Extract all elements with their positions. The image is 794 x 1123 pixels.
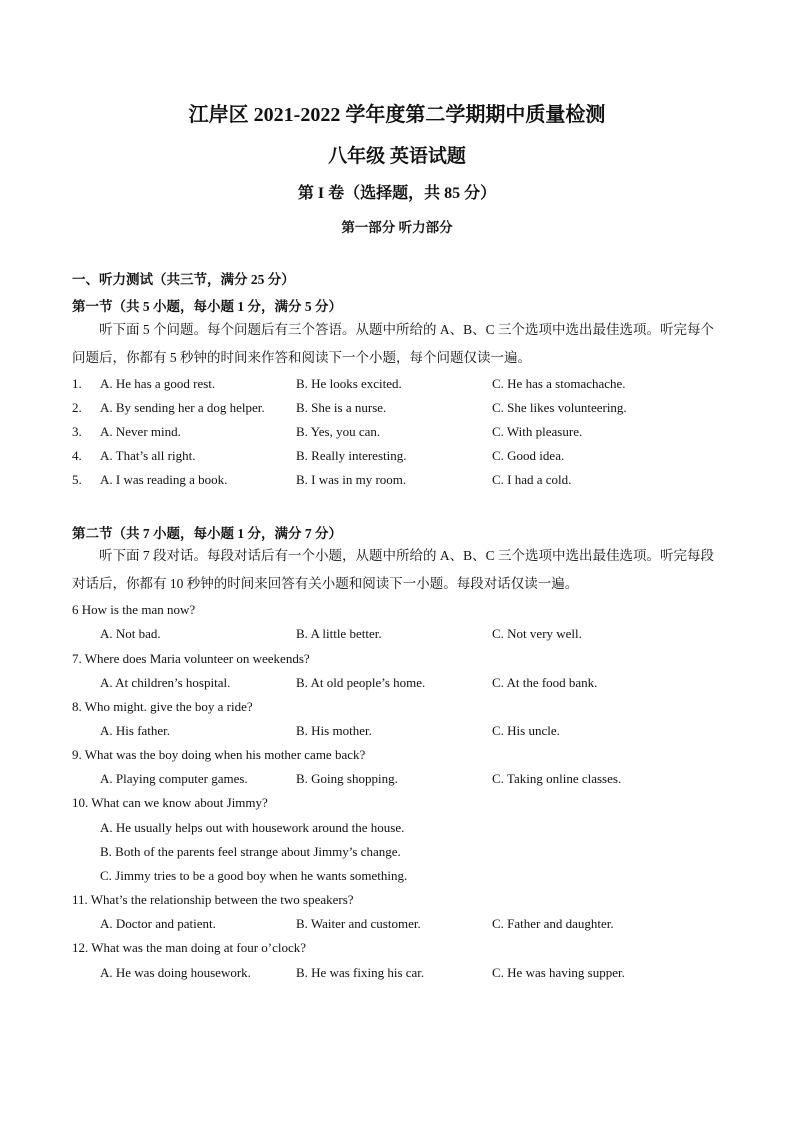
option-c: C. Good idea. bbox=[492, 448, 565, 463]
option-row bbox=[0, 626, 794, 646]
option-a: A. By sending her a dog helper. bbox=[100, 400, 265, 415]
option-c: C. He has a stomachache. bbox=[492, 376, 626, 391]
option-a: A. At children’s hospital. bbox=[100, 675, 231, 690]
option-row bbox=[0, 675, 794, 695]
question-number: 3. bbox=[72, 424, 82, 439]
question-text: 6 How is the man now? bbox=[72, 602, 196, 617]
question-text: 9. What was the boy doing when his mother came back? bbox=[72, 747, 366, 762]
question-stem bbox=[0, 699, 794, 719]
option-c: C. With pleasure. bbox=[492, 424, 583, 439]
option-c: C. At the food bank. bbox=[492, 675, 598, 690]
option-b: B. He looks excited. bbox=[296, 376, 402, 391]
option-b: B. Waiter and customer. bbox=[296, 916, 421, 931]
question-row bbox=[0, 376, 794, 396]
option-b: B. She is a nurse. bbox=[296, 400, 387, 415]
option-c: C. Not very well. bbox=[492, 626, 582, 641]
section-heading: 一、听力测试（共三节，满分 25 分） bbox=[72, 272, 295, 287]
exam-subtitle: 八年级 英语试题 bbox=[328, 146, 466, 167]
option-c: C. Father and daughter. bbox=[492, 916, 614, 931]
option-b: B. Really interesting. bbox=[296, 448, 407, 463]
question-number: 4. bbox=[72, 448, 82, 463]
question-stem bbox=[0, 940, 794, 960]
part-heading: 第一部分 听力部分 bbox=[341, 220, 453, 235]
question-number: 2. bbox=[72, 400, 82, 415]
option-row bbox=[0, 723, 794, 743]
question-text: 11. What’s the relationship between the two speakers? bbox=[72, 892, 354, 907]
option-a: A. That’s all right. bbox=[100, 448, 196, 463]
question-number: 1. bbox=[72, 376, 82, 391]
option-c: C. She likes volunteering. bbox=[492, 400, 627, 415]
question-row bbox=[0, 400, 794, 420]
question-stem bbox=[0, 747, 794, 767]
volume-heading: 第 I 卷（选择题，共 85 分） bbox=[297, 185, 497, 202]
option-b: B. His mother. bbox=[296, 723, 372, 738]
option-a: A. He usually helps out with housework around the house. bbox=[100, 820, 405, 835]
option-row bbox=[0, 771, 794, 791]
option-c: C. He was having supper. bbox=[492, 965, 625, 980]
question-row bbox=[0, 448, 794, 468]
option-a: A. His father. bbox=[100, 723, 171, 738]
question-stem bbox=[0, 651, 794, 671]
option-row bbox=[0, 820, 794, 840]
question-number: 5. bbox=[72, 472, 82, 487]
option-row bbox=[0, 965, 794, 985]
subsection-1-instruction: 听下面 5 个问题。每个问题后有三个答语。从题中所给的 A、B、C 三个选项中选出最佳选项。听完每个问题后，你都有 5 秒钟的时间来作答和阅读下一个小题，每个问题仅读一遍。 bbox=[72, 322, 715, 365]
question-text: 8. Who might. give the boy a ride? bbox=[72, 699, 253, 714]
option-a: A. Never mind. bbox=[100, 424, 181, 439]
option-c: C. Jimmy tries to be a good boy when he wants something. bbox=[100, 868, 408, 883]
option-a: A. Playing computer games. bbox=[100, 771, 248, 786]
option-b: B. Yes, you can. bbox=[296, 424, 381, 439]
option-c: C. His uncle. bbox=[492, 723, 560, 738]
option-a: A. Doctor and patient. bbox=[100, 916, 216, 931]
subsection-1-heading: 第一节（共 5 小题，每小题 1 分，满分 5 分） bbox=[72, 299, 342, 314]
option-c: C. I had a cold. bbox=[492, 472, 572, 487]
option-b: B. A little better. bbox=[296, 626, 382, 641]
option-b: B. At old people’s home. bbox=[296, 675, 426, 690]
option-row bbox=[0, 868, 794, 888]
subsection-2-instruction: 听下面 7 段对话。每段对话后有一个小题，从题中所给的 A、B、C 三个选项中选出最佳选项。听完每段对话后，你都有 10 秒钟的时间来回答有关小题和阅读下一小题。每段对话仅读一遍。 bbox=[72, 548, 715, 591]
question-stem bbox=[0, 892, 794, 912]
option-c: C. Taking online classes. bbox=[492, 771, 622, 786]
option-a: A. He has a good rest. bbox=[100, 376, 216, 391]
option-a: A. Not bad. bbox=[100, 626, 161, 641]
option-b: B. He was fixing his car. bbox=[296, 965, 425, 980]
option-a: A. I was reading a book. bbox=[100, 472, 228, 487]
question-text: 12. What was the man doing at four o’clock? bbox=[72, 940, 307, 955]
question-text: 10. What can we know about Jimmy? bbox=[72, 795, 268, 810]
option-b: B. Both of the parents feel strange about Jimmy’s change. bbox=[100, 844, 401, 859]
option-row bbox=[0, 844, 794, 864]
option-a: A. He was doing housework. bbox=[100, 965, 251, 980]
question-stem bbox=[0, 602, 794, 622]
question-row bbox=[0, 472, 794, 492]
option-row bbox=[0, 916, 794, 936]
subsection-2-heading: 第二节（共 7 小题，每小题 1 分，满分 7 分） bbox=[72, 526, 342, 541]
option-b: B. Going shopping. bbox=[296, 771, 398, 786]
question-text: 7. Where does Maria volunteer on weekends? bbox=[72, 651, 310, 666]
exam-title: 江岸区 2021-2022 学年度第二学期期中质量检测 bbox=[188, 104, 606, 126]
question-row bbox=[0, 424, 794, 444]
question-stem bbox=[0, 795, 794, 815]
option-b: B. I was in my room. bbox=[296, 472, 407, 487]
